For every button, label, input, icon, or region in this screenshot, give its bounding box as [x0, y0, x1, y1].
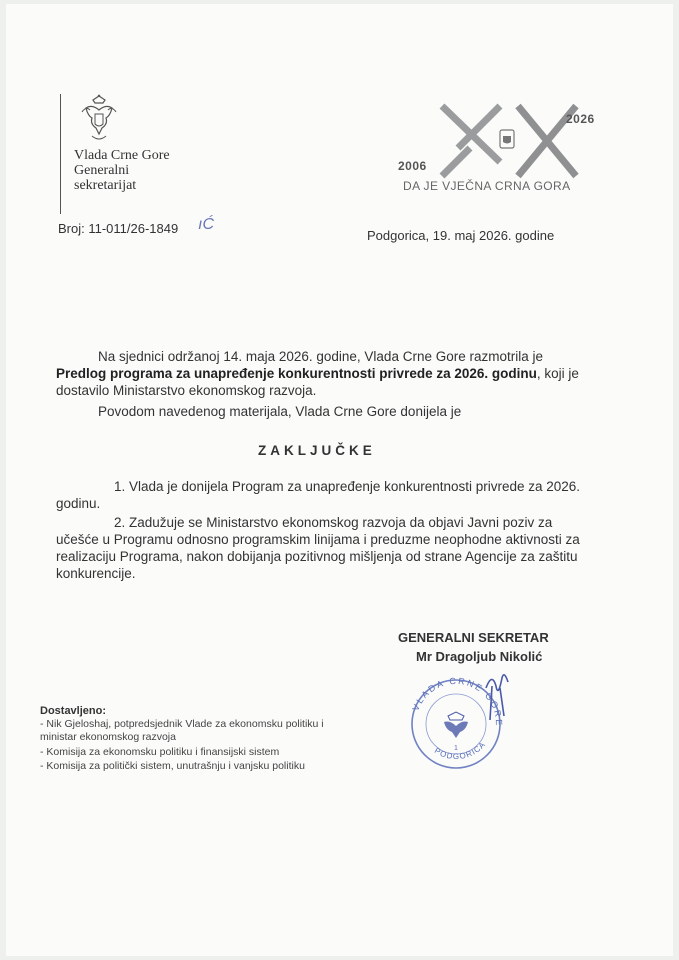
distribution-item: - Nik Gjeloshaj, potpredsjednik Vlade za ekonomsku politiku i ministar ekonomskog razvoja	[40, 718, 324, 743]
org-name-line-1: Vlada Crne Gore	[74, 148, 170, 163]
intro-paragraph	[56, 348, 596, 399]
conclusion-2: 2. Zadužuje se Ministarstvo ekonomskog razvoja da objavi Javni poziv za učešće u Programu odnosno programskim linijama i preduzme neophodne aktivnosti za realizaciju Programa, nakon dobijanja pozitivnog mišljenja od strane Agencije za zaštitu konkurencije.	[56, 515, 580, 581]
signatory-name: Mr Dragoljub Nikolić	[416, 649, 543, 664]
header-divider	[60, 94, 61, 214]
intro-paragraph-2: Povodom navedenog materijala, Vlada Crne Gore donijela je	[98, 404, 462, 419]
logo-year-2026: 2026	[566, 112, 595, 126]
distribution-item: - Komisija za politički sistem, unutrašnju i vanjsku politiku	[40, 760, 305, 772]
place-and-date: Podgorica, 19. maj 2026. godine	[367, 228, 555, 243]
intro-bold-title: Predlog programa za unapređenje konkurentnosti privrede za 2026. godinu	[56, 366, 537, 381]
svg-text:VLADA CRNE GORE: VLADA CRNE GORE	[410, 675, 505, 728]
signatory-title: GENERALNI SEKRETAR	[398, 630, 549, 645]
section-heading: ZAKLJUČKE	[258, 443, 376, 458]
org-name-line-2: Generalni	[74, 163, 130, 178]
reference-number: Broj: 11-011/26-1849	[58, 221, 179, 236]
logo-year-2006: 2006	[398, 159, 427, 173]
distribution-title: Dostavljeno:	[40, 705, 107, 717]
intro-text-1: Na sjednici održanoj 14. maja 2026. godine, Vlada Crne Gore razmotrila je	[98, 349, 543, 364]
handwritten-mark: ıĆ	[198, 216, 214, 233]
svg-text:PODGORICA: PODGORICA	[432, 739, 488, 762]
coat-of-arms-icon	[80, 94, 118, 144]
intro-text-2: , koji je dostavilo Ministarstvo ekonomskog razvoja.	[56, 366, 579, 398]
svg-text:1: 1	[454, 745, 458, 752]
conclusion-1: 1. Vlada je donijela Program za unapređenje konkurentnosti privrede za 2026. godinu.	[56, 479, 581, 511]
distribution-item: - Komisija za ekonomsku politiku i finansijski sistem	[40, 746, 280, 758]
org-name-line-3: sekretarijat	[74, 178, 137, 193]
official-stamp	[400, 668, 512, 772]
logo-tagline: DA JE VJEČNA CRNA GORA	[403, 179, 571, 193]
